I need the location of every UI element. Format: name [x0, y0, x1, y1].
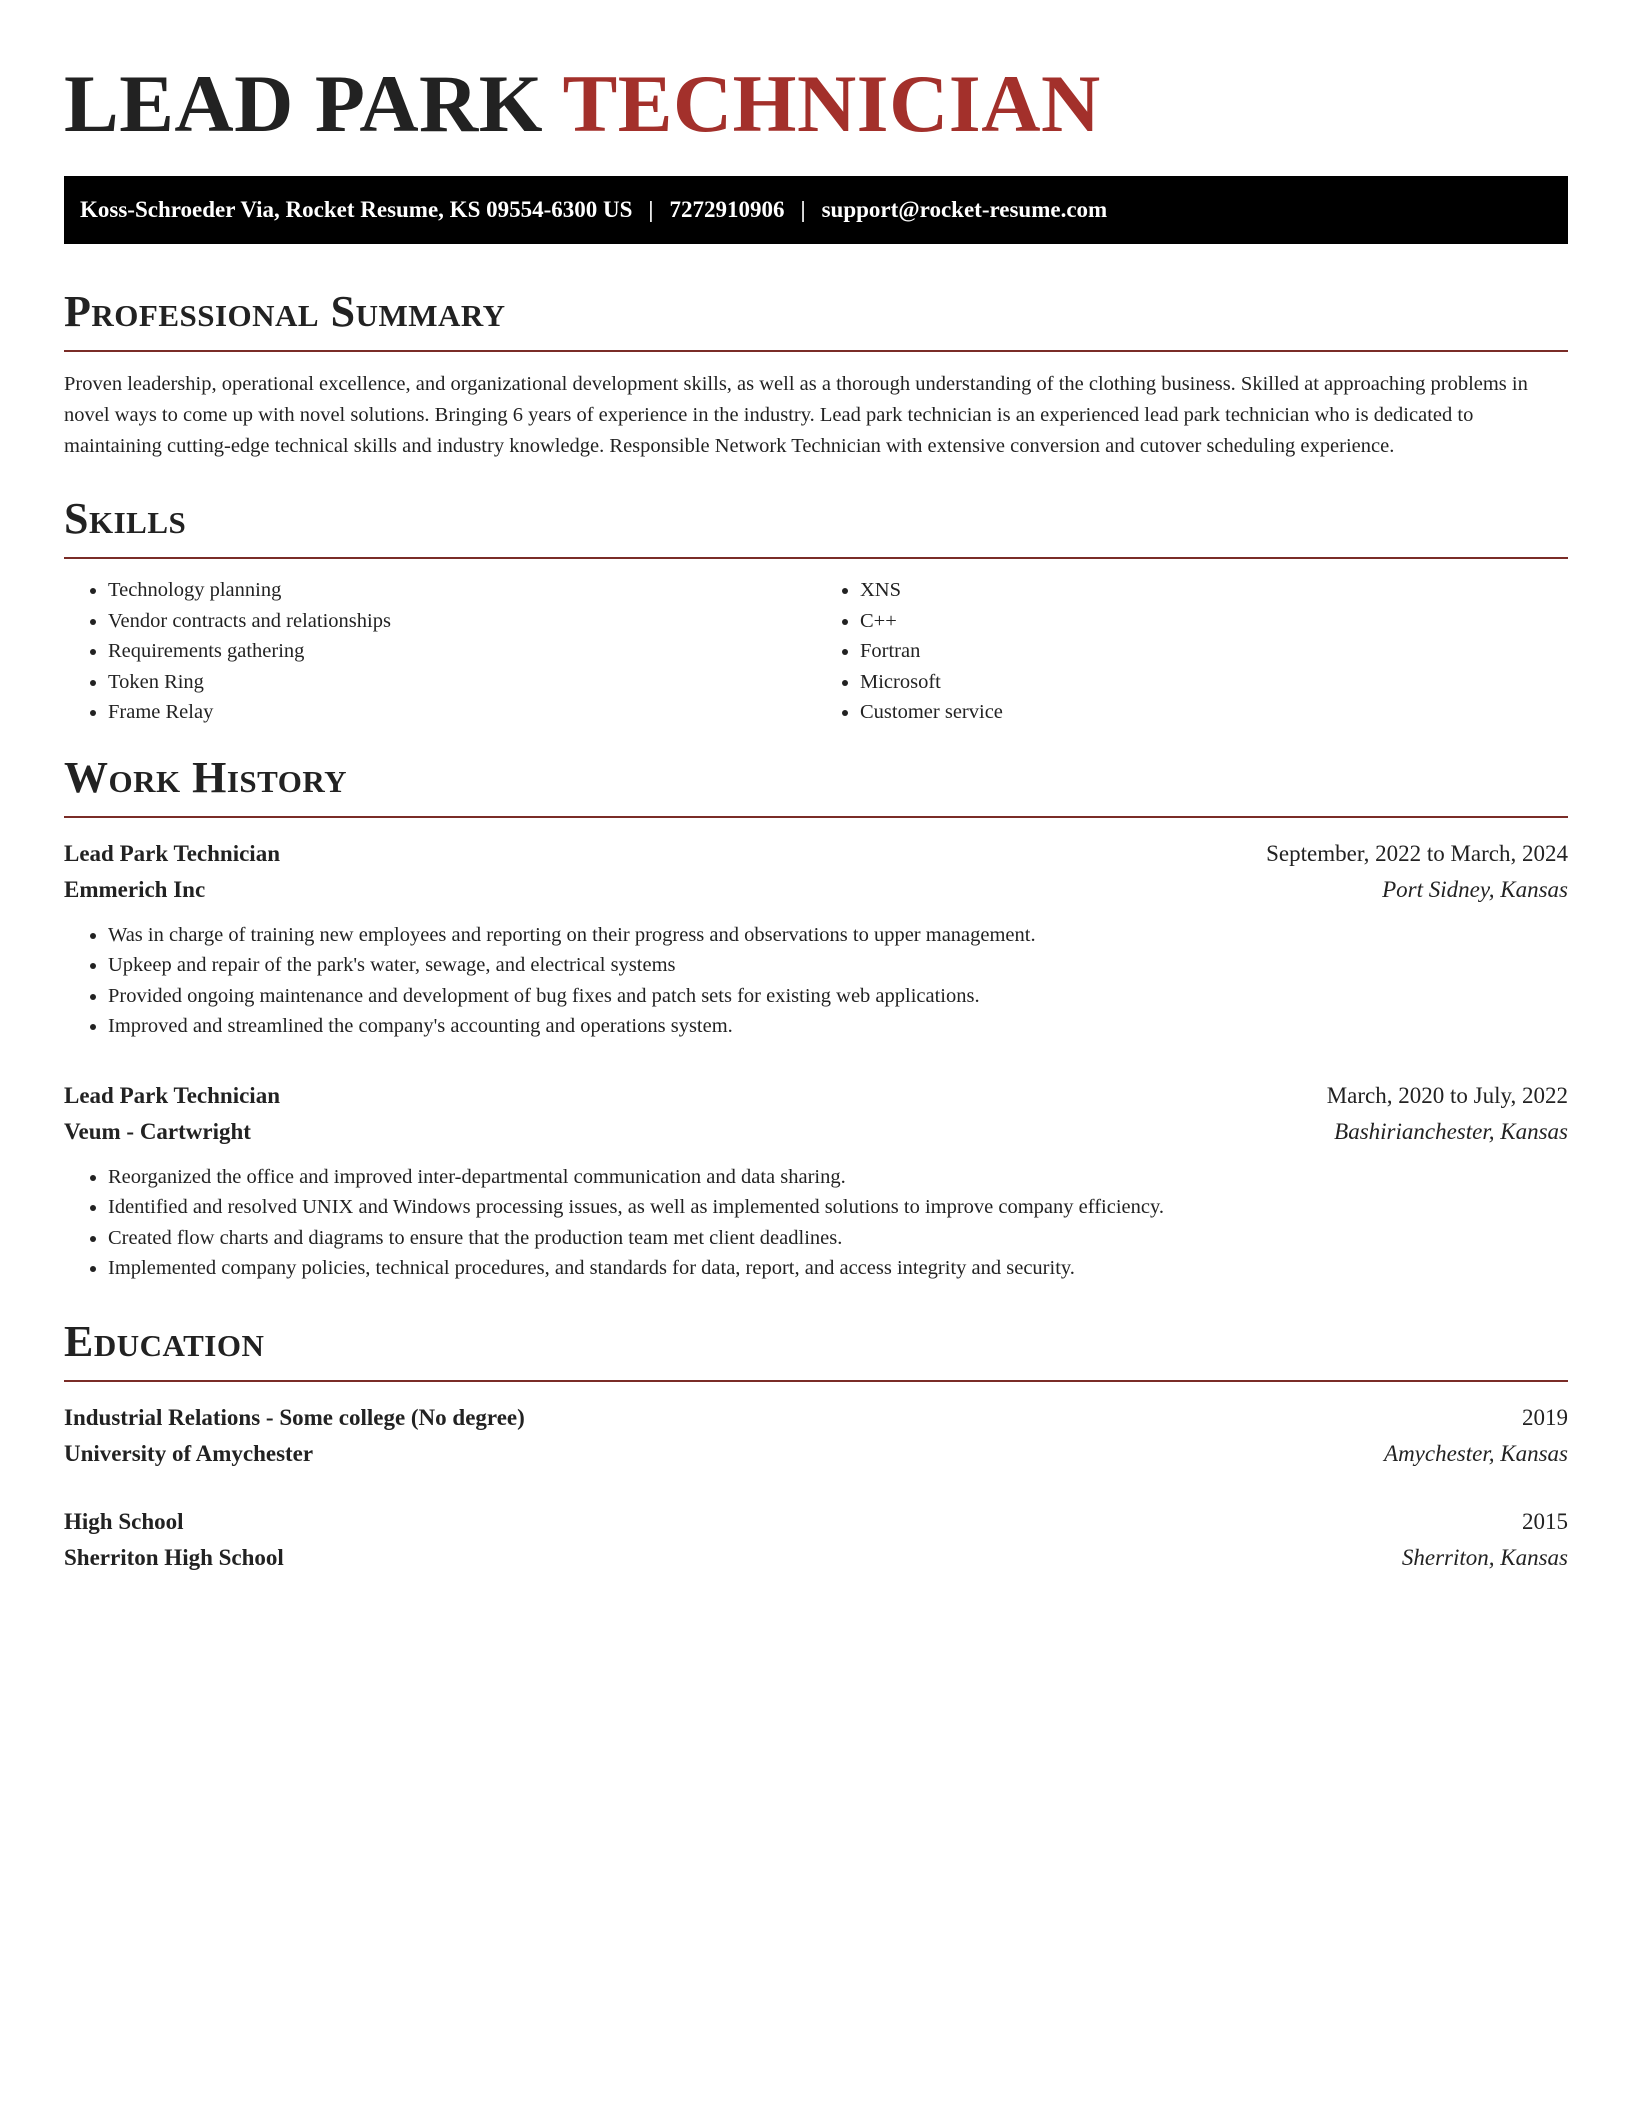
contact-email[interactable]: support@rocket-resume.com [821, 197, 1108, 222]
education-school-row [64, 1540, 1568, 1576]
skill-item: • Microsoft [860, 667, 1568, 698]
education-location: Amychester, Kansas [1384, 1440, 1568, 1466]
skill-item: • Frame Relay [108, 697, 816, 728]
skills-grid [64, 575, 1568, 728]
education-school: Sherriton High School [64, 1544, 284, 1570]
section-divider [64, 1380, 1568, 1382]
job-bullet: • Identified and resolved UNIX and Windows processing issues, as well as implemented solutions to improve company efficiency. [108, 1192, 1568, 1223]
contact-address: Koss-Schroeder Via, Rocket Resume, KS 09554-6300 US [80, 197, 633, 222]
work-history-section [64, 752, 1568, 1284]
education-header-row [64, 1504, 1568, 1540]
job-bullet: • Was in charge of training new employees and reporting on their progress and observations to upper management. [108, 920, 1568, 951]
job-bullet: • Implemented company policies, technical procedures, and standards for data, report, and access integrity and security. [108, 1253, 1568, 1284]
section-title-skills: Skills [64, 494, 187, 543]
job-location: Bashirianchester, Kansas [1334, 1118, 1568, 1144]
education-year: 2019 [1522, 1404, 1568, 1430]
job-bullet: • Upkeep and repair of the park's water, sewage, and electrical systems [108, 950, 1568, 981]
skill-item: • XNS [860, 575, 1568, 606]
job-company: Veum - Cartwright [64, 1118, 251, 1144]
contact-phone: 7272910906 [669, 197, 785, 222]
job-bullet: • Improved and streamlined the company's accounting and operations system. [108, 1011, 1568, 1042]
job-entry [64, 1078, 1568, 1284]
job-title: Lead Park Technician [64, 1082, 280, 1108]
job-company: Emmerich Inc [64, 876, 206, 902]
section-divider [64, 816, 1568, 818]
name-first: LEAD PARK [64, 58, 544, 149]
skill-item: • Customer service [860, 697, 1568, 728]
job-dates: March, 2020 to July, 2022 [1326, 1082, 1568, 1108]
job-bullets [64, 1162, 1568, 1284]
skill-item: • Token Ring [108, 667, 816, 698]
education-entry [64, 1504, 1568, 1576]
job-dates: September, 2022 to March, 2024 [1266, 840, 1568, 866]
skill-item: • Vendor contracts and relationships [108, 606, 816, 637]
job-company-row [64, 1114, 1568, 1150]
job-title: Lead Park Technician [64, 840, 280, 866]
job-bullets [64, 920, 1568, 1042]
education-degree: High School [64, 1508, 184, 1534]
skill-item: • Technology planning [108, 575, 816, 606]
job-location: Port Sidney, Kansas [1382, 876, 1568, 902]
job-company-row [64, 872, 1568, 908]
education-school-row [64, 1436, 1568, 1472]
contact-bar [64, 176, 1568, 244]
section-title-work-history: Work History [64, 752, 348, 802]
skills-column-right [816, 575, 1568, 728]
education-entry [64, 1400, 1568, 1472]
education-school: University of Amychester [64, 1440, 314, 1466]
job-entry [64, 836, 1568, 1042]
name-last: TECHNICIAN [562, 58, 1101, 149]
section-divider [64, 350, 1568, 352]
job-header-row [64, 836, 1568, 872]
section-title-summary: Professional Summary [64, 287, 506, 336]
job-bullet: • Created flow charts and diagrams to ensure that the production team met client deadlines. [108, 1223, 1568, 1254]
job-bullet: • Reorganized the office and improved inter-departmental communication and data sharing. [108, 1162, 1568, 1193]
job-bullet: • Provided ongoing maintenance and development of bug fixes and patch sets for existing web applications. [108, 981, 1568, 1012]
skills-section [64, 493, 1568, 728]
contact-separator: | [648, 197, 654, 222]
education-degree: Industrial Relations - Some college (No degree) [64, 1404, 525, 1430]
education-year: 2015 [1522, 1508, 1568, 1534]
job-header-row [64, 1078, 1568, 1114]
resume-name [64, 0, 1568, 152]
summary-section [64, 286, 1568, 462]
contact-separator: | [800, 197, 806, 222]
skill-item: • Requirements gathering [108, 636, 816, 667]
summary-text: Proven leadership, operational excellence, and organizational development skills, as well as a thorough understanding of the clothing business. Skilled at approaching problems in novel ways to come up with novel solutions. Bringing 6 years of experience in the industry. Lead park technician is an experienced lead park technician who is dedicated to maintaining cutting-edge technical skills and industry knowledge. Responsible Network Technician with extensive conversion and cutover scheduling experience. [64, 373, 1528, 457]
education-section [64, 1316, 1568, 1576]
education-header-row [64, 1400, 1568, 1436]
skill-item: • Fortran [860, 636, 1568, 667]
section-divider [64, 557, 1568, 559]
skills-column-left [64, 575, 816, 728]
section-title-education: Education [64, 1316, 265, 1366]
education-location: Sherriton, Kansas [1401, 1544, 1568, 1570]
skill-item: • C++ [860, 606, 1568, 637]
